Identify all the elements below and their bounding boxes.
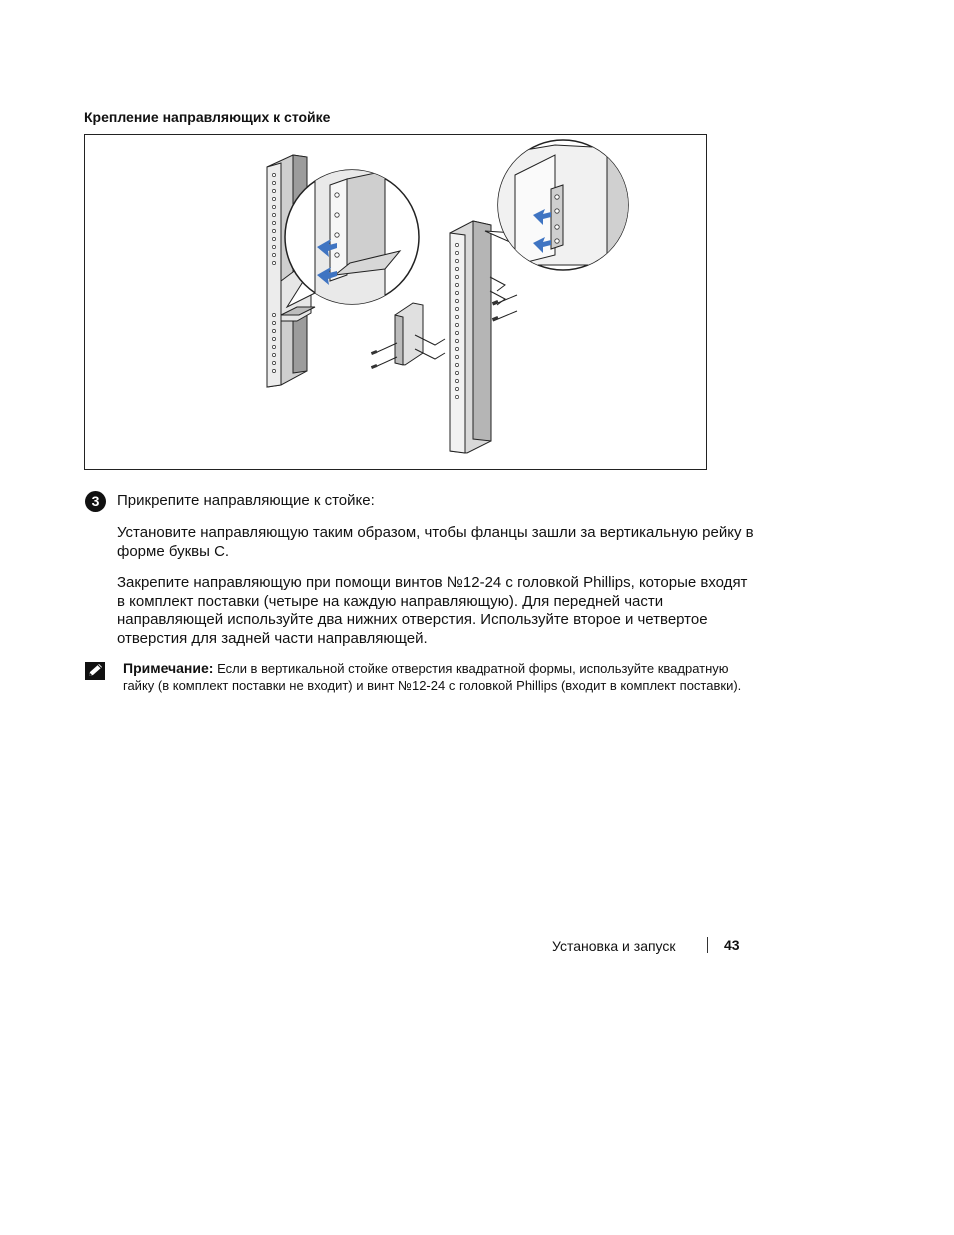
- note-label: Примечание:: [123, 660, 214, 676]
- step-number-badge: 3: [85, 491, 106, 512]
- note-block: [123, 660, 763, 694]
- footer-divider: [707, 937, 708, 953]
- rail-mounting-figure: [84, 134, 707, 470]
- footer-section-title: Установка и запуск: [552, 938, 676, 954]
- figure-title: Крепление направляющих к стойке: [84, 109, 331, 125]
- pencil-note-icon: [85, 662, 105, 680]
- step-heading: Прикрепите направляющие к стойке:: [117, 492, 375, 509]
- rail-illustration: [85, 135, 706, 469]
- right-rack-post: [450, 221, 491, 453]
- page-number: 43: [724, 937, 740, 953]
- paragraph-rail-position: Установите направляющую таким образом, чтобы фланцы зашли за вертикальную рейку в форме буквы С.: [117, 524, 754, 560]
- callout-rear-detail: [485, 140, 630, 270]
- note-text: Если в вертикальной стойке отверстия квадратной формы, используйте квадратную гайку (в комплект поставки не входит) и винт №12-24 с головкой Phillips (входит в комплект поставки).: [123, 661, 742, 693]
- paragraph-screws: Закрепите направляющую при помощи винтов №12-24 с головкой Phillips, которые входят в комплект поставки (четыре на каждую направляющую). Для передней части направляющей используйте два нижних отверстия. Используйте второе и четвертое отверстия для задней части направляющей.: [117, 574, 748, 647]
